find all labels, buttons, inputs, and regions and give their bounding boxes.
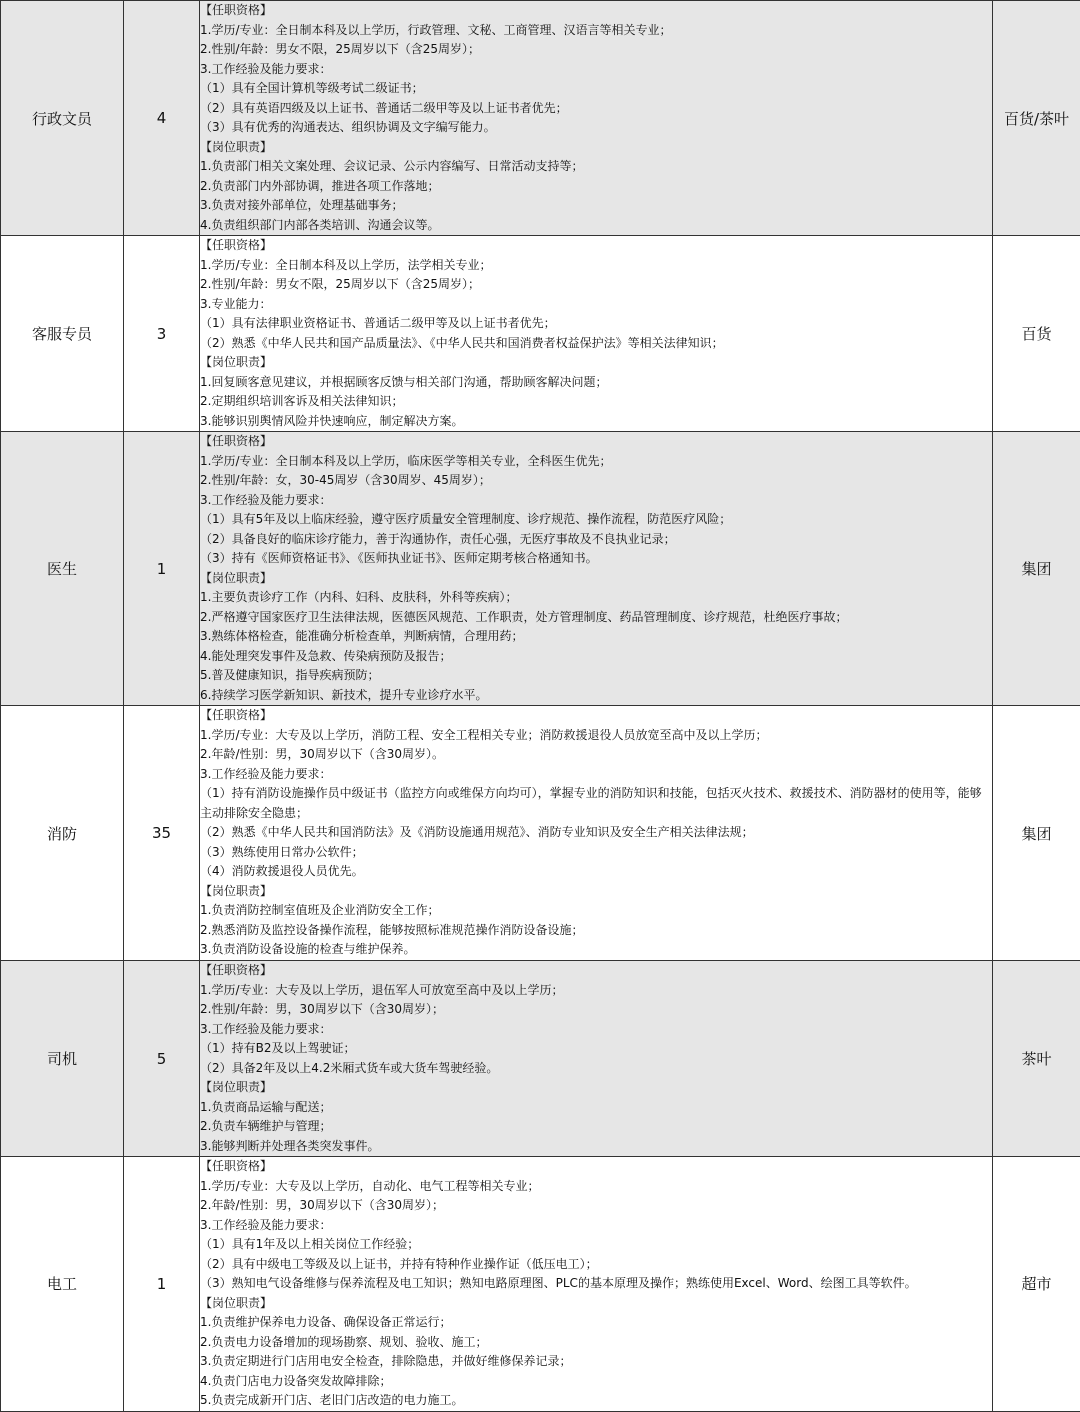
job-row-fire-safety [1,706,1080,961]
job-description [200,1157,993,1412]
requirement-line: 1.学历/专业：大专及以上学历，自动化、电气工程等相关专业； [200,1177,992,1197]
section-heading: 【任职资格】 [200,236,992,256]
section-heading: 【任职资格】 [200,1157,992,1177]
duty-line: 2.定期组织培训客诉及相关法律知识； [200,392,992,412]
requirement-line: （3）熟练使用日常办公软件； [200,843,992,863]
requirement-line: 3.工作经验及能力要求： [200,1216,992,1236]
position-name: 行政文员 [1,1,124,236]
department: 集团 [993,432,1080,706]
requirement-line: 1.学历/专业：全日制本科及以上学历，法学相关专业； [200,256,992,276]
requirement-line: （3）具有优秀的沟通表达、组织协调及文字编写能力。 [200,118,992,138]
requirement-line: （2）熟悉《中华人民共和国产品质量法》、《中华人民共和国消费者权益保护法》等相关法律知识； [200,334,992,354]
duty-line: 3.负责定期进行门店用电安全检查，排除隐患，并做好维修保养记录； [200,1352,992,1372]
department: 集团 [993,706,1080,961]
duty-line: 3.负责消防设备设施的检查与维护保养。 [200,940,992,960]
requirement-line: 3.工作经验及能力要求： [200,1020,992,1040]
job-row-driver [1,961,1080,1157]
requirement-line: （4）消防救援退役人员优先。 [200,862,992,882]
position-name: 客服专员 [1,236,124,432]
requirement-line: 3.工作经验及能力要求： [200,765,992,785]
duty-line: 1.负责商品运输与配送； [200,1098,992,1118]
requirement-line: 2.性别/年龄：男，30周岁以下（含30周岁）； [200,1000,992,1020]
duty-line: 4.负责门店电力设备突发故障排除； [200,1372,992,1392]
section-heading: 【岗位职责】 [200,882,992,902]
section-heading: 【任职资格】 [200,706,992,726]
duty-line: 4.能处理突发事件及急救、传染病预防及报告； [200,647,992,667]
requirement-line: （2）熟悉《中华人民共和国消防法》及《消防设施通用规范》、消防专业知识及安全生产相关法律法规； [200,823,992,843]
section-heading: 【岗位职责】 [200,138,992,158]
duty-line: 3.负责对接外部单位，处理基础事务； [200,196,992,216]
requirement-line: 2.性别/年龄：女，30-45周岁（含30周岁、45周岁）； [200,471,992,491]
requirement-line: 1.学历/专业：全日制本科及以上学历，临床医学等相关专业，全科医生优先； [200,452,992,472]
section-heading: 【岗位职责】 [200,1294,992,1314]
department: 百货 [993,236,1080,432]
position-name: 医生 [1,432,124,706]
requirement-line: （1）具有1年及以上相关岗位工作经验； [200,1235,992,1255]
section-heading: 【任职资格】 [200,961,992,981]
duty-line: 1.负责维护保养电力设备、确保设备正常运行； [200,1313,992,1333]
job-description [200,961,993,1157]
headcount: 35 [124,706,200,961]
requirement-line: 3.专业能力： [200,295,992,315]
requirement-line: （2）具备良好的临床诊疗能力，善于沟通协作，责任心强，无医疗事故及不良执业记录； [200,530,992,550]
duty-line: 3.能够识别舆情风险并快速响应，制定解决方案。 [200,412,992,432]
requirement-line: 2.年龄/性别：男，30周岁以下（含30周岁）； [200,1196,992,1216]
section-heading: 【岗位职责】 [200,569,992,589]
job-description [200,706,993,961]
duty-line: 6.持续学习医学新知识、新技术，提升专业诊疗水平。 [200,686,992,706]
position-name: 消防 [1,706,124,961]
requirement-line: （2）具备2年及以上4.2米厢式货车或大货车驾驶经验。 [200,1059,992,1079]
duty-line: 2.严格遵守国家医疗卫生法律法规，医德医风规范、工作职责，处方管理制度、药品管理制度、诊疗规范，杜绝医疗事故； [200,608,992,628]
requirement-line: 2.年龄/性别：男，30周岁以下（含30周岁）。 [200,745,992,765]
section-heading: 【任职资格】 [200,432,992,452]
requirement-line: （2）具有英语四级及以上证书、普通话二级甲等及以上证书者优先； [200,99,992,119]
duty-line: 4.负责组织部门内部各类培训、沟通会议等。 [200,216,992,236]
duty-line: 2.负责部门内外部协调，推进各项工作落地； [200,177,992,197]
headcount: 1 [124,1157,200,1412]
job-row-doctor [1,432,1080,706]
job-description [200,236,993,432]
requirement-line: （1）持有消防设施操作员中级证书（监控方向或维保方向均可），掌握专业的消防知识和技能，包括灭火技术、救援技术、消防器材的使用等，能够主动排除安全隐患； [200,784,992,823]
requirement-line: 1.学历/专业：大专及以上学历，消防工程、安全工程相关专业；消防救援退役人员放宽至高中及以上学历； [200,726,992,746]
requirement-line: （3）熟知电气设备维修与保养流程及电工知识；熟知电路原理图、PLC的基本原理及操作；熟练使用Excel、Word、绘图工具等软件。 [200,1274,992,1294]
duty-line: 2.负责车辆维护与管理； [200,1117,992,1137]
requirement-line: （2）具有中级电工等级及以上证书，并持有特种作业操作证（低压电工）； [200,1255,992,1275]
requirement-line: 3.工作经验及能力要求： [200,60,992,80]
duty-line: 5.负责完成新开门店、老旧门店改造的电力施工。 [200,1391,992,1411]
job-row-customer-service [1,236,1080,432]
requirement-line: （1）持有B2及以上驾驶证； [200,1039,992,1059]
job-row-admin-clerk [1,1,1080,236]
duty-line: 2.熟悉消防及监控设备操作流程，能够按照标准规范操作消防设备设施； [200,921,992,941]
section-heading: 【岗位职责】 [200,1078,992,1098]
requirement-line: 1.学历/专业：大专及以上学历，退伍军人可放宽至高中及以上学历； [200,981,992,1001]
requirement-line: （3）持有《医师资格证书》、《医师执业证书》、医师定期考核合格通知书。 [200,549,992,569]
department: 超市 [993,1157,1080,1412]
duty-line: 1.负责消防控制室值班及企业消防安全工作； [200,901,992,921]
duty-line: 1.负责部门相关文案处理、会议记录、公示内容编写、日常活动支持等； [200,157,992,177]
position-name: 司机 [1,961,124,1157]
position-name: 电工 [1,1157,124,1412]
headcount: 3 [124,236,200,432]
duty-line: 5.普及健康知识，指导疾病预防； [200,666,992,686]
headcount: 4 [124,1,200,236]
requirement-line: （1）具有法律职业资格证书、普通话二级甲等及以上证书者优先； [200,314,992,334]
requirement-line: （1）具有全国计算机等级考试二级证书； [200,79,992,99]
duty-line: 1.回复顾客意见建议，并根据顾客反馈与相关部门沟通，帮助顾客解决问题； [200,373,992,393]
requirement-line: 2.性别/年龄：男女不限，25周岁以下（含25周岁）； [200,275,992,295]
section-heading: 【任职资格】 [200,1,992,21]
department: 茶叶 [993,961,1080,1157]
duty-line: 3.熟练体格检查，能准确分析检查单，判断病情，合理用药； [200,627,992,647]
requirement-line: （1）具有5年及以上临床经验，遵守医疗质量安全管理制度、诊疗规范、操作流程，防范医疗风险； [200,510,992,530]
requirement-line: 2.性别/年龄：男女不限，25周岁以下（含25周岁）； [200,40,992,60]
duty-line: 2.负责电力设备增加的现场勘察、规划、验收、施工； [200,1333,992,1353]
job-description [200,432,993,706]
duty-line: 1.主要负责诊疗工作（内科、妇科、皮肤科，外科等疾病）； [200,588,992,608]
job-description [200,1,993,236]
requirement-line: 3.工作经验及能力要求： [200,491,992,511]
headcount: 1 [124,432,200,706]
job-row-electrician [1,1157,1080,1412]
requirement-line: 1.学历/专业：全日制本科及以上学历，行政管理、文秘、工商管理、汉语言等相关专业； [200,21,992,41]
headcount: 5 [124,961,200,1157]
section-heading: 【岗位职责】 [200,353,992,373]
department: 百货/茶叶 [993,1,1080,236]
duty-line: 3.能够判断并处理各类突发事件。 [200,1137,992,1157]
